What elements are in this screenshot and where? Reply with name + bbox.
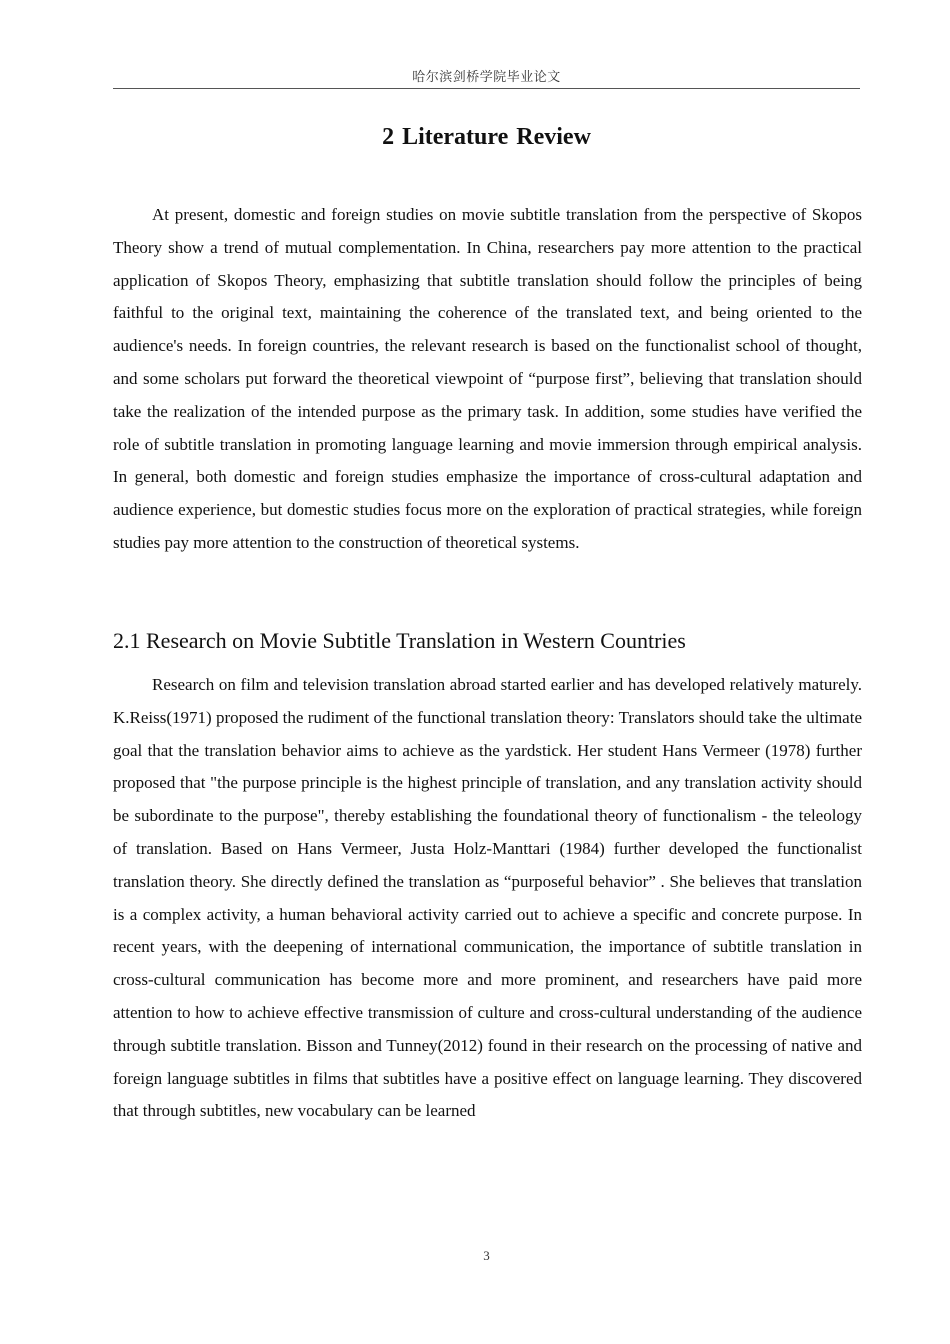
- page-number: 3: [483, 1248, 490, 1263]
- chapter-title: 2 Literature Review: [382, 124, 591, 150]
- running-header: 哈尔滨剑桥学院毕业论文: [412, 70, 561, 85]
- western-research-paragraph: Research on film and television translation abroad started earlier and has developed relatively maturely. K.Reiss(1971) proposed the rudiment of the functional translation theory: Translators should take the ultimate goal that the translation behavior aims to achieve as the yardstick. Her student Hans Vermeer (1978) further proposed that "the purpose principle is the highest principle of translation, and any translation activity should be subordinate to the purpose", thereby establishing the foundational theory of functionalism - the teleology of translation. Based on Hans Vermeer, Justa Holz-Manttari (1984) further developed the functionalist translation theory. She directly defined the translation as “purposeful behavior” . She believes that translation is a complex activity, a human behavioral activity carried out to achieve a specific and concrete purpose. In recent years, with the deepening of international communication, the importance of subtitle translation in cross-cultural communication has become more and more prominent, and researchers have paid more attention to how to achieve effective transmission of culture and cross-cultural understanding of the audience through subtitle translation. Bisson and Tunney(2012) found in their research on the processing of native and foreign language subtitles in films that subtitles have a positive effect on language learning. They discovered that through subtitles, new vocabulary can be learned: [113, 675, 862, 1121]
- section-heading: 2.1 Research on Movie Subtitle Translation in Western Countries: [113, 628, 686, 653]
- intro-paragraph: At present, domestic and foreign studies on movie subtitle translation from the perspective of Skopos Theory show a trend of mutual complementation. In China, researchers pay more attention to the practical application of Skopos Theory, emphasizing that subtitle translation should follow the principles of being faithful to the original text, maintaining the coherence of the translated text, and being oriented to the audience's needs. In foreign countries, the relevant research is based on the functionalist school of thought, and some scholars put forward the theoretical viewpoint of “purpose first”, believing that translation should take the realization of the intended purpose as the primary task. In addition, some studies have verified the role of subtitle translation in promoting language learning and movie immersion through empirical analysis. In general, both domestic and foreign studies emphasize the importance of cross-cultural adaptation and audience experience, but domestic studies focus more on the exploration of practical strategies, while foreign studies pay more attention to the construction of theoretical systems.: [113, 205, 862, 552]
- header-rule: [113, 88, 860, 89]
